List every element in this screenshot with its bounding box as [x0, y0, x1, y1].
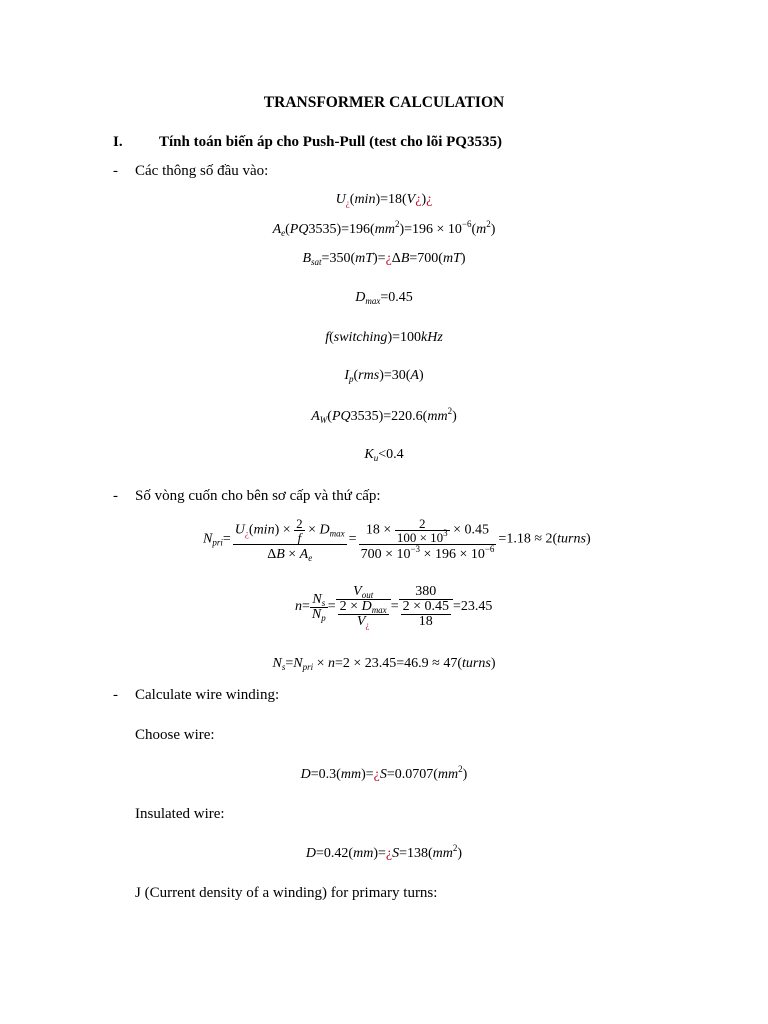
- equation-ae: $A_e(PQ3535)=196(mm^2)=196 \times 10^{-6}(m^2)$: [272, 219, 496, 238]
- section-number: I.: [113, 134, 123, 150]
- bullet-dash: -: [113, 687, 118, 703]
- equation-dmax: $D_{max}=0.45$: [355, 290, 413, 306]
- bullet-wire-winding: Calculate wire winding:: [135, 687, 280, 703]
- equation-u-min: $U_¿(\min)=18(V¿)¿$: [335, 192, 433, 208]
- bullet-dash: -: [113, 163, 118, 179]
- bullet-dash: -: [113, 488, 118, 504]
- equation-bsat: $B_{sat}=350(mT)=¿\Delta B=700(mT)$: [302, 251, 466, 267]
- equation-npri: $N_{pri}=$ $U_¿(\min)$ × $\frac{2}{f}$ × $D_{max}$ $\Delta B \times A_e$ = 18 × $\frac{2}{100 \times 10^3}$ × 0.45 $700 \times 10^{-3} \times 196 \times 10^{-6}$ =1.18 ≈ 2(turns): [203, 516, 591, 563]
- document-title: TRANSFORMER CALCULATION: [263, 94, 505, 111]
- equation-ns: $N_s=N_{pri} \times n=2 \times 23.45=46.9$ ≈ 47(turns): [272, 656, 496, 672]
- bullet-turns: Số vòng cuốn cho bên sơ cấp và thứ cấp:: [135, 488, 381, 504]
- equation-frequency: f(switching)=100kHz: [325, 330, 443, 345]
- equation-insulated-wire: $D=0.42(mm)=¿S=138(mm^2)$: [305, 843, 463, 861]
- equation-ip-rms: $I_p(rms)=30(A)$: [344, 368, 424, 384]
- section-title: Tính toán biến áp cho Push-Pull (test cho lõi PQ3535): [159, 134, 502, 150]
- equation-turns-ratio: n= $\frac{N_s}{N_p}$ = $\frac{V_{out}}{\frac{2 \times D_{max}}{V_¿}}$ = $\frac{380}{\frac{2 \times 0.45}{18}}$ =23.45: [295, 584, 493, 630]
- bullet-input-params: Các thông số đầu vào:: [135, 163, 269, 179]
- choose-wire-label: Choose wire:: [135, 727, 215, 743]
- current-density-label: J (Current density of a winding) for primary turns:: [135, 885, 438, 901]
- equation-ku: $K_u<0.4$: [364, 447, 404, 463]
- equation-aw: $A_W(PQ3535)=220.6(mm^2)$: [311, 406, 457, 425]
- insulated-wire-label: Insulated wire:: [135, 806, 225, 822]
- equation-choose-wire: $D=0.3(mm)=¿S=0.0707(mm^2)$: [300, 764, 468, 782]
